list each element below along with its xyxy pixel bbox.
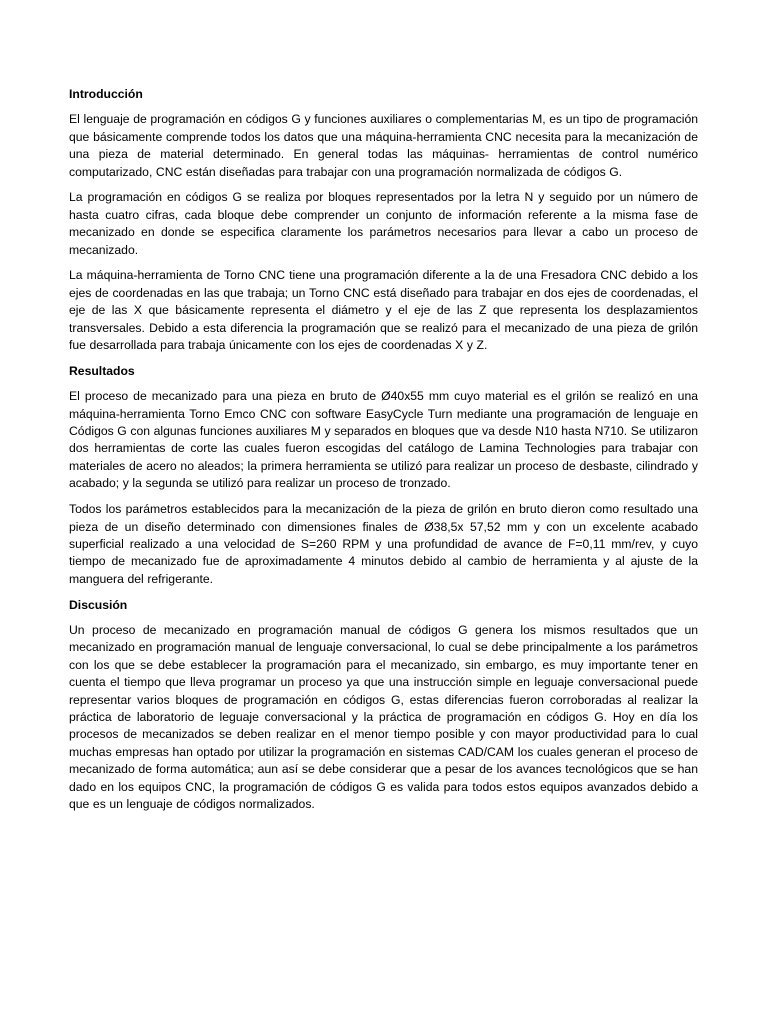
paragraph: La programación en códigos G se realiza por bloques representados por la letra N y seguido por un número de hasta cuatro cifras, cada bloque debe comprender un conjunto de información referente a la misma fase de mecanizado en donde se especifica claramente los parámetros necesarios para llevar a cabo un proceso de mecanizado. [69,190,698,257]
paragraph: Todos los parámetros establecidos para la mecanización de la pieza de grilón en bruto dieron como resultado una pieza de un diseño determinado con dimensiones finales de Ø38,5x 57,52 mm y con un excelente acabado superficial realizado a una velocidad de S=260 RPM y una profundidad de avance de F=0,11 mm/rev, y cuyo tiempo de mecanizado fue de aproximadamente 4 minutos debido al cambio de herramienta y al ajuste de la manguera del refrigerante. [69,502,698,586]
document-page [69,86,698,822]
discusion-section [69,597,698,814]
paragraph: El proceso de mecanizado para una pieza en bruto de Ø40x55 mm cuyo material es el grilón se realizó en una máquina-herramienta Torno Emco CNC con software EasyCycle Turn mediante una programación de lenguaje en Códigos G con algunas funciones auxiliares M y separados en bloques que va desde N10 hasta N710. Se utilizaron dos herramientas de corte las cuales fueron escogidas del catálogo de Lamina Technologies para trabajar con materiales de acero no aleados; la primera herramienta se utilizó para realizar un proceso de desbaste, cilindrado y acabado; y la segunda se utilizó para realizar un proceso de tronzado. [69,389,698,491]
section-heading-resultados: Resultados [69,363,135,378]
paragraph: La máquina-herramienta de Torno CNC tiene una programación diferente a la de una Fresadora CNC debido a los ejes de coordenadas en las que trabaja; un Torno CNC está diseñado para trabajar en dos ejes de coordenadas, el eje de las X que básicamente representa el diámetro y el eje de las Z que representa los desplazamientos transversales. Debido a esta diferencia la programación que se realizó para el mecanizado de una pieza de grilón fue desarrollada para trabaja únicamente con los ejes de coordenadas X y Z. [69,268,698,353]
resultados-section [69,363,698,588]
section-heading-introduccion: Introducción [69,87,143,101]
paragraph: El lenguaje de programación en códigos G y funciones auxiliares o complementarias M, es un tipo de programación que básicamente comprende todos los datos que una máquina-herramienta CNC necesita para la mecanización de una pieza de material determinado. En general todas las máquinas- herramientas de control numérico computarizado, CNC están diseñadas para trabajar con una programación normalizada de códigos G. [69,112,698,179]
paragraph: Un proceso de mecanizado en programación manual de códigos G genera los mismos resultados que un mecanizado en programación manual de lenguaje conversacional, lo cual se debe principalmente a los parámetros con los que se debe establecer la programación para el mecanizado, sin embargo, es muy importante tener en cuenta el tiempo que lleva programar un proceso ya que una instrucción simple en leguaje conversacional puede representar varios bloques de programación en códigos G, estas diferencias fueron corroboradas al realizar la práctica de laboratorio de leguaje conversacional y la práctica de programación en códigos G. Hoy en día los procesos de mecanizados se deben realizar en el menor tiempo posible y con mayor productividad para lo cual muchas empresas han optado por utilizar la programación en sistemas CAD/CAM los cuales generan el proceso de mecanizado de forma automática; aun así se debe considerar que a pesar de los avances tecnológicos que se han dado en los equipos CNC, la programación de códigos G es valida para todos estos equipos avanzados debido a que es un lenguaje de códigos normalizados. [69,622,698,811]
introduccion-section [69,86,698,354]
section-heading-discusion: Discusión [69,597,128,612]
